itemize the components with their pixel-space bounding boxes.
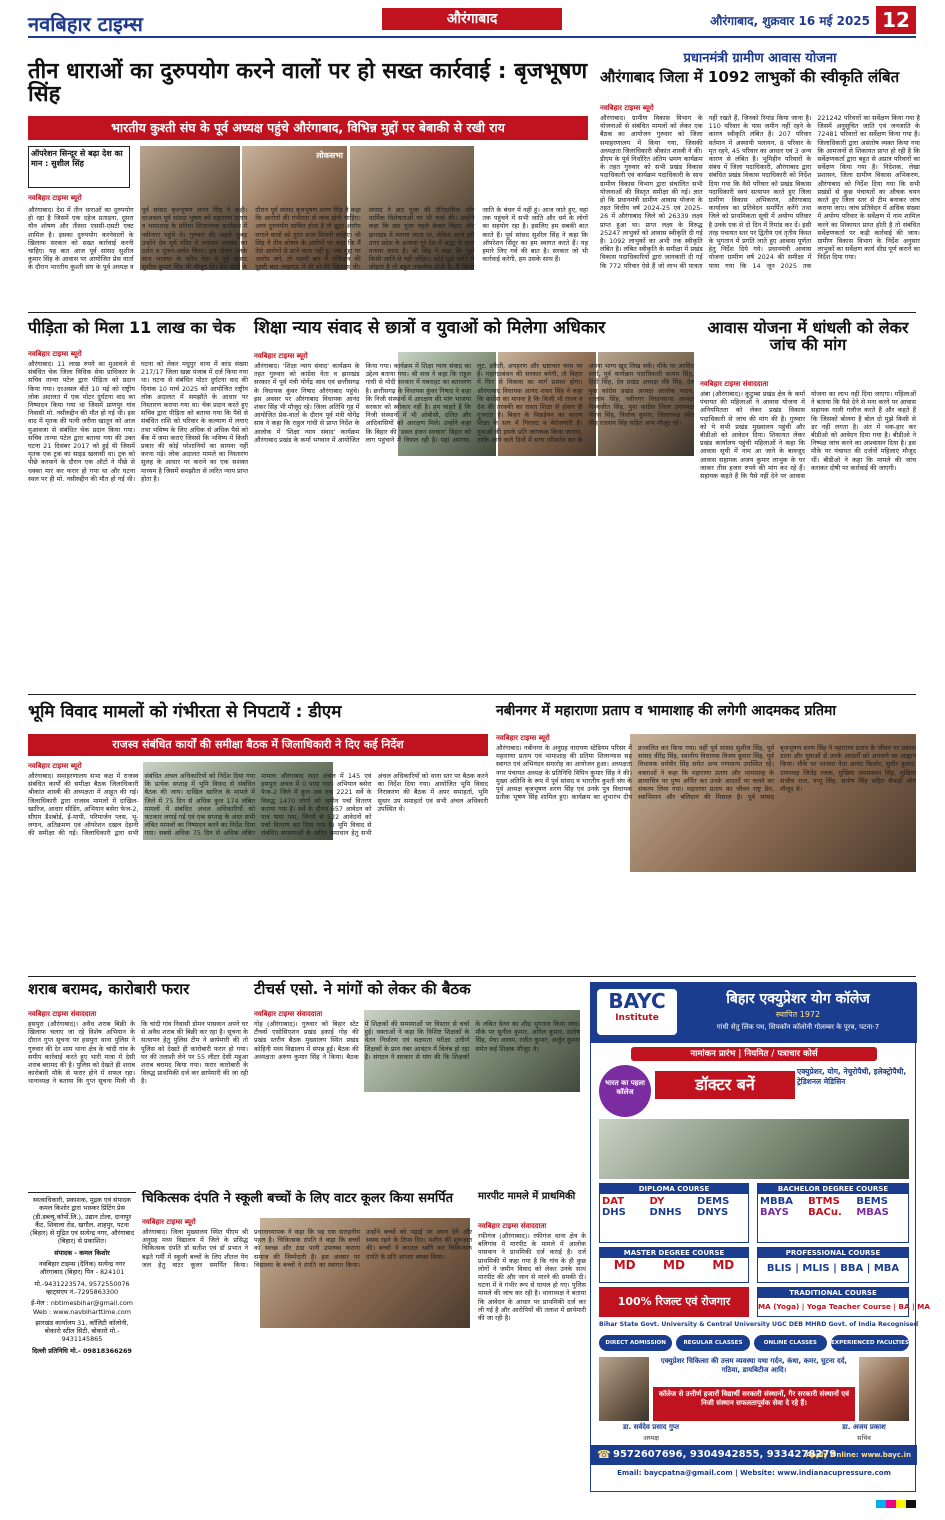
bhoomi-byline: नवबिहार टाइम्स ब्यूरो [28,762,82,770]
imprint-phones: मो.-9431223574, 9572550076 व्हाट्सएप नं.-7295863300 [34,1279,130,1296]
phone-icon: ☎ [597,1448,611,1461]
sharab-byline: नवबिहार टाइम्स संवाददाता [28,1010,97,1018]
imprint-web: Web : www.navbiharttime.com [32,1307,132,1316]
lead-subhead: भारतीय कुश्ती संघ के पूर्व अध्यक्ष पहुंचे औरंगाबाद, विभिन्न मुद्दों पर बेबाकी से रखी राय [28,116,588,140]
marpeet-body: रफीगंज (औरंगाबाद)। रफीगंज थाना क्षेत्र के बलिगांव में मारपीट के मामले में आलोक पासवान ने प्राथमिकी दर्ज कराई है। दर्ज प्राथमिकी में कहा गया है कि गांव के ही कुछ लोगों ने जमीन विवाद को लेकर उनके साथ मारपीट की और जान से मारने की धमकी दी। घटना में वे गंभीर रूप से घायल हो गए। पुलिस मामले की जांच कर रही है। थानाध्यक्ष ने बताया कि आवेदन के आधार पर प्राथमिकी दर्ज कर ली गई है और आरोपियों की तलाश में छापेमारी की जा रही है। [478,1232,586,1323]
bayc-advertisement [590,982,930,1492]
ad-person2-role: सचिव [857,1434,871,1442]
section-divider-2 [28,694,916,695]
ad-person2-name: डा. अजय प्रकाश [842,1423,886,1431]
imprint-office: झारखंड कार्यालय 31, कॉलिटी कॉलोनी, बोकारो स्टील सिटी, बोकारो मो.- 9431145865 [35,1318,129,1344]
ad-chips [599,1335,909,1351]
ad-diploma-item: DNYS [697,1207,729,1218]
ad-master-item: MD [712,1258,735,1272]
photo-tag: लोकसभा [316,151,343,160]
sharab-headline: शराब बरामद, कारोबारी फरार [28,980,190,998]
ad-person1-name: डा. सर्वदेव प्रसाद गुप्त [622,1423,680,1431]
cyan-mark [876,1500,886,1508]
ad-logo-sub: Institute [615,1013,659,1023]
ad-bachelor-item: BEMS [856,1196,888,1207]
ad-master-item: MD [613,1258,636,1272]
yellow-mark [896,1500,906,1508]
masthead [0,0,945,40]
imprint-delhi: दिल्ली प्रतिनिधि मो.- 09818366269 [32,1346,132,1355]
awas-body: औरंगाबाद। ग्रामीण विकास विभाग के योजनाओं से संबंधित मामलों को लेकर एक बैठक का आयोजन गुरुवार को जिला समाहरणालय में किया गया, जिसकी अध्यक्षता जिलाधिकारी श्रीकांत शास्त्री ने की। डीएम के पूर्व निर्धारित अंतिम भ्रमण कार्यक्रम के तहत गुरुवार को सभी प्रखंड विकास पदाधिकारी एवं कार्यक्रम पदाधिकारी के साथ ग्रामीण विकास विभाग द्वारा संचालित सभी योजनाओं की विस्तृत समीक्षा की गई। ज्ञात हो कि प्रधानमंत्री ग्रामीण आवास योजना के तहत वित्तीय वर्ष 2024-25 एवं 2025-26 में औरंगाबाद जिले को 26339 लक्ष्य प्राप्त हुआ था। प्राप्त लक्ष्य के विरुद्ध 25247 लाभुकों को आवास स्वीकृति दी गई है। 1092 लाभुकों का अभी तक स्वीकृति लंबित है। लंबित स्वीकृति के समीक्षा में प्रखंड विकास पदाधिकारियों द्वारा जानकारी दी गई कि 772 परिवार ऐसे हैं जो लाभ की पात्रता नहीं रखते हैं, जिनको रिमांड किया जाना है। 110 परिवार के पास जमीन नहीं रहने के कारण स्वीकृति लंबित है। 207 परिवार वर्तमान में अस्थायी पलायन, 8 परिवार के मृत रहने, 45 परिवार का आधार एवं 3 अन्य कारण से लंबित है। भूमिहीन परिवारों के संबंध में जिला पदाधिकारी, औरंगाबाद द्वारा संबंधित प्रखंड विकास पदाधिकारी को निर्देश दिया गया कि वैसे परिवार को प्रखंड विकास पदाधिकारी स्वयं सत्यापन करते हुए जिला ग्रामीण विकास अभिकरण, औरंगाबाद कार्यालय का प्रतिवेदन समर्पित करेंगे तथा जिले को प्राथमिकता सूची में अयोग्य परिवार है उनके एक से दो दिन में रिमांड कर दें। इसी तरह पंचायत स्तर पर द्वितीय एवं तृतीय किस्त के भुगतान में प्रगति लाते हुए आवास पूर्णता हेतु निर्देश दिये गये। प्रधानमंत्री आवास योजना ग्रामीण वर्ष 2024 की समीक्षा में पाया गया कि 14 जून 2025 तक 221242 परिवारों का सर्वेक्षण किया गया है जिसमें अनुसूचित जाति एवं जनजाति के 72481 परिवारों का सर्वेक्षण किया गया है। जिलाधिकारी द्वारा असंतोष व्यक्त किया गया कि आमजनों से शिकायत प्राप्त हो रही है कि सर्वेक्षणकर्ता द्वारा बहुत से अप्रात्र परिवारों का सर्वेक्षण किया गया है। निदेशक, लेखा प्रशासन, जिला ग्रामीण विकास अभिकरण, औरंगाबाद को निर्देश दिया गया कि सभी प्रखंडों से कुछ पंचायतों का औचक चयन करते हुए जिला स्तर से टीम बनाकर जांच कराया जाए। जांच प्रतिवेदन में अधिक संख्या में अयोग्य परिवार के सर्वेक्षण में नाम शामिल करने का शिकायत प्राप्त होती है तो संबंधित सर्वेक्षणकर्ता पर कड़ी कार्रवाई की जाय। ग्रामीण विकास विभाग के निर्देश अनुसार लाभुकों का सर्वेक्षण कार्य शीघ्र पूर्ण कराने का निर्देश दिया गया। [600,114,920,270]
imprint-box [28,1196,136,1496]
imprint-editor: संपादक - कमल किशोर [54,1248,110,1257]
ad-master-head: MASTER DEGREE COURSE [600,1248,748,1258]
pratima-byline: नवबिहार टाइम्स ब्यूरो [496,734,550,742]
ad-since: स्थापित 1972 [775,1010,821,1019]
ad-bachelor-head: BACHELOR DEGREE COURSE [758,1184,908,1194]
ad-promo2: कॉलेज से उत्तीर्ण हजारों विद्यार्थी सरकारी संस्थानों, गैर सरकारी संस्थानों एवं निजी संस्थान सफलतापूर्वक सेवा दे रहे हैं। [653,1387,855,1421]
peedita-body: औरंगाबाद। 11 लाख रुपये का मुआवजे से संबंधित चेक जिला विधिक सेवा प्राधिकार के सचिव तान्या पटेल द्वारा पीड़िता को प्रदान किया गया। दरअसल बीते 10 मई को राष्ट्रीय लोक अदालत में एक मोटर दुर्घटना वाद का निष्पादन किया गया था जिसमें प्राणपुर गांव निवासी मो. नसीरुद्दीन की मौत हो गई थी। इस वाद में मृतक की पत्नी जरीना खातून को आज मुआवजा से संबंधित चेक प्रदान किया गया। सचिव तान्या पटेल द्वारा बताया गया की उक्त घटना 21 दिसंबर 2017 को हुई थी जिसमें मृतक एक ट्रक का साइड खलासी था। ट्रक को पीछे करवाने के दौरान एक ऑटो ने पीछे से धक्का मार कर फरार हो गया था और घटना स्थल पर ही मो. नसीरुद्दीन की मौत हो गई थी। घटना को लेकर मधुपुर थाना में कांड संख्या 217/17 जिला खन्ना पंजाब में दर्ज किया गया था। घटना से संबंधित मोटर दुर्घटना वाद की दिनांक 10 मार्च 2025 को आयोजित राष्ट्रीय लोक अदालत में समझौते के आधार पर निस्तारण कराया गया था। चेक प्रदान करते हुए सचिव द्वारा पीड़िता को बताया गया कि पैसे से संबंधित राशि को परिवार के कल्याण में लगाएं तथा भविष्य के लिए अधिक से अधिक पैसे को बैंक में जमा कराएं जिससे कि भविष्य में किसी प्रकार की कोई परेशानियों का सामना नहीं करना पड़े। लोक अदालत मामले का निस्तारण सुलह के आधार पर कराने का एक सशक्त माध्यम है जिसमें समझौता से त्वरित न्याय प्राप्त होता है। [28,360,248,483]
ad-diploma-item: DAT [602,1196,625,1207]
ad-diploma-item: DY [649,1196,665,1207]
awas-jaanch-byline: नवबिहार टाइम्स संवाददाता [700,380,769,388]
lead-body: औरंगाबाद। देश में तीन धाराओं का दुरुपयोग हो रहा है जिसमें एक दहेज प्रताड़ना, दूसरा यौन शोषण और तीसरा एससी-एसटी एक्ट शामिल है। इसका दुरुपयोग करनेवालों के खिलाफ सरकार को सख्त कार्रवाई करनी चाहिए। यह बात आज पूर्व सांसद सुशील कुमार सिंह के आवास पर आयोजित प्रेस वार्ता के दौरान भारतीय कुश्ती संघ के पूर्व अध्यक्ष व पूर्व सांसद बृजभूषण शरण सिंह ने कही। दरअसल पूर्व सांसद भूषण को महाराणा प्रताप व भामाशाह के प्रतिमा शिलान्यास कार्यक्रम में नवीनगर पहुंचे थे। गुरुवार की अहले सुबह उन्होंने देव सूर्य मंदिर में भगवान भास्कर का दर्शन व पूजन-अर्चन किया। इस दौरान उनके साथ भाजपा के वरीय नेता व पूर्व सांसद सुशील कुमार सिंह भी मौजूद रहे। प्रेस वार्ता के दौरान पूर्व सांसद बृजभूषण शरण सिंह ने कहा कि आरोपों की गंभीरता से जांच होनी चाहिए। अगर दुरुपयोग साबित होता है तो झूठा आरोप लगाने वालों को तुरंत सजा मिलनी चाहिए। श्री सिंह ने तीन शोषण के आरोपों पर कहा कि मैं ऐसे आरोपों से डरने वाला नहीं हूं। जब मुद्दा पर आरोप लगे, तो पहली बार मैं संविधान की दूसरी बात लखनऊ में थी वो मेरे खिलाफ थी। सांसद ने छठ पूजा की ऐतिहासिक और धार्मिक विशेषताओं पर भी चर्चा की। उन्होंने कहा कि छठ पूजा पहले केवल बिहार और झारखंड में मनाया जाता था, लेकिन आज इसे उत्तर प्रदेश के अलावा पूरे देश में श्रद्धा के साथ मनाया जाता है। श्री सिंह ने कहा कि मुझे किसी जाति से नहीं जोड़िए। कोई मुझे जाति से जोड़ता है तो बहुत तकलीफ होती है। मैं किसी जाति के बंधन में नहीं हूं। आज जाते हुए, वहां तक पहुंचने में सभी जाति और धर्म के लोगों का सहयोग रहा है। इसलिए हम सबकी बात करते हैं। पूर्व सांसद सुशील सिंह ने कहा कि ऑपरेशन सिंदूर का हम स्वागत करते हैं। यह हमारे लिए गर्व की बात है। सरकार जो भी कार्रवाई करेगी, हम उसके साथ हैं। [28,206,588,272]
ad-master-section [599,1247,749,1283]
tiss-body: गोह (औरंगाबाद)। गुरुवार को बिहार स्टेट टीचर्स एसोसिएशन प्रखंड इकाई गोह की प्रखंड स्तरीय बैठक मुख्यालय स्थित प्रखंड कोहिनी मध्य विद्यालय में संपन्न हुई। बैठक की अध्यक्षता अरुण कुमार सिंह ने किया। बैठक में शिक्षकों की समस्याओं पर विस्तार से चर्चा हुई। वक्ताओं ने कहा कि विशिष्ट शिक्षकों के वेतन निर्धारण एवं सक्षमता परीक्षा उत्तीर्ण शिक्षकों के प्रान नंबर आवंटन में विलंब हो रहा है। संगठन ने सरकार से मांग की कि शिक्षकों के लंबित वेतन का शीघ्र भुगतान किया जाए। मौके पर सुनील कुमार, अनिल कुमार, संतोष सिंह, मेघा आलम, रंजीत कुमार, अर्जुन कुमार समेत कई शिक्षक मौजूद थे। [254,1020,580,1061]
ad-diploma-item: DEMS [697,1196,730,1207]
awas-jaanch-body: अंबा (औरंगाबाद)। कुटुम्बा प्रखंड क्षेत्र के कर्मा पंचायत की महिलाओं ने आवास योजना में अनियमितता को लेकर प्रखंड विकास पदाधिकारी से जांच की मांग की है। गुरुवार को ये सभी प्रखंड मुख्यालय पहुंची और बीडीओ को आवेदन दिया। शिकायत लेकर प्रखंड कार्यालय पहुंची महिलाओं ने कहा कि आवास सूची में नाम आ जाने के बावजूद आवास सहायक अजय कुमार लाभुक के घर जाकर तीस हजार रुपये की मांग कर रहे हैं। सहायक कहते हैं कि पैसे नहीं देने पर आवास योजना का लाभ नहीं दिया जाएगा। महिलाओं ने बताया कि पैसे देने से मना करने पर आवास सहायक गाली गलौज करते हैं और कहते हैं कि जिसको बोलना है बोल दो मुझे किसी से डर नहीं लगता है। अंत में थक-हार कर बीडीओ को आवेदन दिया गया है। बीडीओ ने निष्पक्ष जांच करने का आश्वासन दिया है। इस मौके पर पंचायत की दर्जनों महिलाएं मौजूद थीं। बीडीओ ने कहा कि मामले की जांच कराकर दोषी पर कार्रवाई की जाएगी। [700,390,916,481]
imprint-body: स्वत्वाधिकारी, प्रकाशक, मुद्रक एवं संपादक कमल किशोर द्वारा भास्कर प्रिंटिंग प्रेस (डी.डब्ल्यू.कॉर्पो.लि.), उद्यान टोला, दानापुर कैंट, शिवाला रोड, खगौल, शाहपुर, पटना (बिहार) से मुद्रित एवं सत्येन्द्र नगर, औरंगाबाद (बिहार) से प्रकाशित। [29,1196,135,1246]
ad-chip: EXPERIENCED FACULTIES [831,1335,909,1351]
ad-diploma-grid [600,1194,748,1220]
ad-chip: REGULAR CLASSES [676,1335,749,1351]
shiksha-body: औरंगाबाद। 'शिक्षा न्याय संवाद' कार्यक्रम के तहत गुरुवार को कांग्रेस नेता व झारखंड सरकार में पूर्व मंत्री योगेंद्र साव एवं छत्तीसगढ़ के विधायक कुंवर निषाद औरंगाबाद पहुंचे। इस अवसर पर औरंगाबाद विधायक आनंद शंकर सिंह भी मौजूद रहे। जिला अतिथि गृह में आयोजित प्रेस-वार्ता के दौरान पूर्व मंत्री योगेंद्र साव ने कहा कि राहुल गांधी से प्राप्त निर्देश के आलोक में 'शिक्षा न्याय संवाद' कार्यक्रम औरंगाबाद प्रखंड के कर्मा भगवान में आयोजित किया गया। कार्यक्रम में शिक्षा न्याय संवाद का उद्देश्य बताया गया। श्री साव ने कहा कि राहुल गांधी से मोदी सरकार में घबराहट का बतावरण है। छत्तीसगढ़ के विधायक कुंवर निषाद ने कहा कि निजी संस्थानों में आरक्षण की मांग भाजपा सरकार को स्वीकार नहीं है। हम चाहते हैं कि निजी संस्थानों में भी ओबीसी, दलित और आदिवासियों को आरक्षण मिले। उन्होंने कहा कि बिहार की 'डबल इंजन सरकार' बिहार को लाग पहुंचाने में विफल रही है। यहां अपराध, लूट, डकैती, अपहरण और भ्रष्टाचार चरम पर है। महागठबंधन की सरकार बनेगी, तो बिहार में फिर से विकास का मार्ग प्रशस्त होगा। औरंगाबाद विधायक आनंद शंकर सिंह ने कहा कि कांग्रेस का मानना है कि किसी भी राज्य व देश की तरक्की का रास्ता शिक्षा से होकर ही गुजरता है। बिहार के पिछड़ेपन का कारण शिक्षा के स्तर में गिरावट व बेरोजगारी है। युवाओं की इसके प्रति जागरूक किया जाएगा, ताकि आने वाले दिनों में सत्ता परिवर्तन कर के अपना भाग्य खुद लिख सकें। मौके पर अरविंद शर्मा, पूर्व कार्यक्रम पदाधिकारी सत्यम सिंह, हिंदी सिंह, देव प्रखंड अध्यक्ष रवि सिंह, देव युवा कांग्रेस प्रखंड अध्यक्ष आलोक यादव, रतलाम सिंह, नवीनगर विधानसभा अध्यक्ष विश्वजीत सिंह, युवा कांग्रेस जिला उपाध्यक्ष नीरज सिंह, त्रिलोक कुमार, जिलाध्यक्ष श्वेत सिंह रतलाम सिंह सहित अन्य मौजूद रहे। [254,362,694,444]
registration-marks [876,1500,916,1508]
awas-jaanch-headline: आवास योजना में धांधली को लेकर जांच की मांग [707,318,909,354]
ad-prof-head: PROFESSIONAL COURSE [758,1248,908,1258]
ad-bachelor-item: BAYS [760,1207,789,1218]
ad-bachelor-section [757,1183,909,1243]
lead-side-box: ऑपरेशन सिन्दूर से बढ़ा देश का मान : सुशील सिंह [28,146,130,188]
bhoomi-subhead: राजस्व संबंधित कार्यों की समीक्षा बैठक में जिलाधिकारी ने दिए कई निर्देश [28,734,488,756]
marpeet-headline: मारपीट मामले में प्राथमिकी [478,1191,576,1202]
doctor-headline: चिकित्सक दंपति ने स्कूली बच्चों के लिए वाटर कूलर किया समर्पित [142,1191,454,1206]
ad-email: Email: baycpatna@gmail.com | Website: www.indianacupressure.com [617,1469,891,1477]
imprint-rule [28,1192,136,1193]
bhoomi-headline: भूमि विवाद मामलों को गंभीरता से निपटायें : डीएम [28,702,342,722]
ad-bachelor-item: BTMS [808,1196,840,1207]
pratima-body: औरंगाबाद। नबीनगर के अनुग्रह नारायण स्टेडियम परिसर में महाराणा प्रताप एवं भामाशाह की प्रतिमा शिलान्यास सह स्वागत एवं अभिनंदन समारोह का आयोजन हुआ। अध्यक्षता नगर पंचायत अध्यक्ष के प्रतिनिधि विपिन कुमार सिंह ने की। मुख्य अतिथि के रूप में पूर्व सांसद व भारतीय कुश्ती संघ के पूर्व अध्यक्ष बृजभूषण शरण सिंह एवं उनके पुत्र विधायक प्रतीक भूषण सिंह शामिल हुए। कार्यक्रम का शुभारंभ दीप प्रज्वलित कर किया गया। वहीं पूर्व सांसद सुशील सिंह, पूर्व सांसद वीरेंद्र सिंह, स्थानीय विधायक विजय कुमार सिंह, पूर्व विधायक धर्मवीर सिंह समेत अन्य गणमान्य उपस्थित रहे। वक्ताओं ने कहा कि महाराणा प्रताप और भामाशाह के छायाचित्र पर पुष्प अर्पित कर उनके आदर्शों पर चलने का संकल्प लिया गया। महाराणा प्रताप का जीवन राष्ट्र प्रेम, स्वाभिमान और बलिदान की मिसाल है। पूर्व सांसद बृजभूषण शरण सिंह ने महाराणा प्रताप के जीवन पर प्रकाश डाला और युवाओं से उनके आदर्शों को अपनाने का आह्वान किया। मौके पर भाजपा नेता आनंद किशोर, सुधीर कुमार, उपाध्यक्ष जितेंद्र रजक, मुखिया जयप्रकाश सिंह, मुखिया संजीव राज, पप्पू सिंह, संतोष सिंह सहित सैकड़ों लोग मौजूद थे। [496,744,916,802]
section-label: औरंगाबाद [382,8,562,30]
ad-bachelor-item: MBAS [856,1207,889,1218]
ad-logo-text: BAYC [608,989,666,1013]
section-divider-3 [28,976,916,977]
ad-address: गांधी सेतु लिंक पथ, सिपकॉन कॉलोनी गोलम्बर के पूरब, पटना-7 [716,1023,880,1031]
awas-byline: नवबिहार टाइम्स ब्यूरो [600,104,654,112]
ad-chip: DIRECT ADMISSION [599,1335,672,1351]
ad-promo1: एक्युप्रेशर चिकित्सा की उत्तम व्यवस्था यथा गर्दन, कंधा, कमर, घुटना दर्द, गठिया, डायबिटीज आदि। [660,1357,848,1374]
ad-trad-list: MA (Yoga) | Yoga Teacher Course | BA | MA [758,1302,930,1311]
ad-prof-list: BLIS | MLIS | BBA | MBA [766,1263,900,1274]
ad-diploma-item: DNHS [649,1207,682,1218]
peedita-headline: पीड़िता को मिला 11 लाख का चेक [28,318,235,337]
paper-name: नवबिहार टाइम्स [28,12,143,36]
ad-trad-head: TRADITIONAL COURSE [758,1288,908,1298]
ad-apply: Apply Online: www.bayc.in [805,1451,911,1459]
awas-headline: औरंगाबाद जिला में 1092 लाभुकों की स्वीकृति लंबित [600,68,900,86]
ad-professional-section [757,1247,909,1283]
magenta-mark [886,1500,896,1508]
ad-person1-role: अध्यक्ष [643,1434,659,1442]
doctor-body: औरंगाबाद। जिला मुख्यालय स्थित पीएम श्री अनुग्रह मध्य विद्यालय में जिले के प्रसिद्ध चिकित्सक दंपति डॉ सतीश एवं डॉ प्रभात ने बढ़ते गर्मी में स्कूली बच्चों के लिए शीतल पेय जल हेतु वाटर कूलर समर्पित किया। प्रधानाध्यापक ने कहा कि यह एक सराहनीय पहल है। चिकित्सक दंपति ने कहा कि बच्चों को स्वच्छ और ठंडा पानी उपलब्ध कराना समाज की जिम्मेदारी है। इस अवसर पर विद्यालय के बच्चों ने दंपति का स्वागत किया। उन्होंने बच्चों को पढ़ाई पर ध्यान देने और स्वस्थ रहने के टिप्स दिए। मशीन की शुरुआत की। बच्चों ने करतल ध्वनि कर चिकित्सक दंपति के प्रति आभार व्यक्त किया। [142,1228,472,1269]
ad-phone: 9572607696, 9304942855, 9334278279 [613,1449,837,1460]
ad-badge: भारत का पहला कॉलेज [599,1065,651,1117]
black-mark [906,1500,916,1508]
ad-bachelor-item: BACu. [808,1207,842,1218]
ad-master-row [600,1258,748,1272]
ad-therapies: एक्युप्रेशर, योग, नेचुरोपैथी, इलेक्ट्रोपैथी, ट्रेडिशनल मेडिसिन [797,1067,907,1086]
ad-doctor-cta: डॉक्टर बनें [655,1071,795,1099]
ad-placement: 100% रिजल्ट एवं रोजगार [599,1287,749,1317]
ad-bachelor-grid [758,1194,908,1220]
awas-kicker: प्रधानमंत्री ग्रामीण आवास योजना [683,51,837,66]
ad-diploma-item: DHS [602,1207,626,1218]
dateline: औरंगाबाद, शुक्रवार 16 मई 2025 [710,14,870,28]
ad-traditional-section [757,1287,930,1317]
sharab-body: हसपुरा (औरंगाबाद)। अवैध शराब बिक्री के खिलाफ चलाए जा रहे विशेष अभियान के दौरान गुप्त सूचना पर हसपुरा थाना पुलिस ने गुरुवार की देर शाम थाना क्षेत्र के चांदी गांव के समीप कार्रवाई करते हुए भारी मात्रा में देसी शराब बरामद की है। पुलिस को देखते ही शराब कारोबारी मौके से फरार होने में सफल रहा। थानाध्यक्ष ने बताया कि गुप्त सूचना मिली थी कि चांदी गांव निवासी डोमन पासवान अपने घर से अवैध शराब की बिक्री कर रहा है। सूचना के सत्यापन हेतु पुलिस टीम ने छापेमारी की तो पुलिस को देखते ही कारोबारी फरार हो गया। घर की तलाशी लेने पर 55 लीटर देसी महुआ शराब बरामद किया गया। फरार कारोबारी के विरुद्ध प्राथमिकी दर्ज कर छापेमारी की जा रही है। [28,1020,248,1086]
bhoomi-body: औरंगाबाद। समाहरणालय सभा कक्ष में राजस्व संबंधित कार्यों की समीक्षा बैठक जिलाधिकारी श्रीकांत शास्त्री की अध्यक्षता में आहूत की गई। जिलाधिकारी द्वारा राजस्व मामलों में दाखिल-खारिज, आधार सीडिंग, अभियान बसेरा फेज-2, सीएम डैशबोर्ड, ई-मापी, परिमार्जन प्लस, भू-लगान, अतिक्रमण एवं ऑपरेशन दखल देहानी की समीक्षा की गई। जिलाधिकारी द्वारा सभी संबंधित अंचल अधिकारियों को निर्देश दिया गया कि प्रत्येक सप्ताह में भूमि विवाद से संबंधित बैठक की जाय। दाखिल खारिज के मामले में जिले में 75 दिन से अधिक कुल 174 लंबित मामलों में संबंधित अंचल अधिकारियों को फटकार लगाई गई एवं एक सप्ताह के अंदर सभी लंबित मामलों का निष्पादन करने का निर्देश दिया गया। सबसे अधिक 75 दिन से अधिक लंबित मामला औरंगाबाद सदर अंचल में 145 एवं हसपुरा अंचल में 0 पाया गया। अभियान बसेरा फेज-2 जिले में कुल अब तक 2221 सर्वे के विरुद्ध 1470 लोगों को जमीन पर्चा वितरण कराया गया है। सर्वे के दौरान 657 आवेदन को पात्र पाया गया, जिनमें से 522 आवेदनों को पर्चा वितरण कर दिया गया है। भूमि विवाद से संबंधित समस्याओं के त्वरित समाधान हेतु सभी अंचल अधिकारियों को थाना स्तर पर बैठक करने का निर्देश दिया गया। आयोजित भूमि विवाद निराकरण की बैठक में अपर समाहर्ता, भूमि सुधार उप समाहर्ता एवं सभी अंचल अधिकारी उपस्थित थे। [28,772,488,838]
shiksha-headline: शिक्षा न्याय संवाद से छात्रों व युवाओं को मिलेगा अधिकार [254,318,606,338]
pratima-headline: नबीनगर में महाराणा प्रताप व भामाशाह की लगेगी आदमकद प्रतिमा [496,703,837,719]
peedita-byline: नवबिहार टाइम्स ब्यूरो [28,350,82,358]
imprint-address: नवबिहार टाइम्स (दैनिक) सत्येन्द्र नगर औरंगाबाद (बिहार) पिन - 824101 [38,1260,126,1277]
imprint-email: ई-मेल : nbtimesbihar@gmail.com [31,1299,133,1308]
ad-campus-photo [599,1119,909,1179]
ad-header [591,983,917,1043]
ad-person2-photo [859,1357,909,1421]
tiss-headline: टीचर्स एसो. ने मांगों को लेकर की बैठक [254,980,471,998]
ad-phone-bar [591,1445,917,1465]
marpeet-byline: नवबिहार टाइम्स संवाददाता [478,1222,547,1230]
section-divider-1 [28,312,916,313]
ad-chip: ONLINE CLASSES [754,1335,827,1351]
lead-headline: तीन धाराओं का दुरुपयोग करने वालों पर हो सख्त कार्रवाई : बृजभूषण सिंह [28,59,588,108]
ad-master-item: MD [663,1258,685,1272]
masthead-rule [28,36,916,38]
tiss-byline: नवबिहार टाइम्स संवाददाता [254,1010,323,1018]
ad-title: बिहार एक्युप्रेशर योग कॉलेज [726,991,870,1007]
page-number: 12 [876,6,916,34]
ad-diploma-section [599,1183,749,1243]
ad-affiliation: Bihar State Govt. University & Central University UGC DEB MHRD Govt. of India Recognised [599,1321,919,1328]
ad-bachelor-item: MBBA [760,1196,793,1207]
doctor-byline: नवबिहार टाइम्स ब्यूरो [142,1218,196,1226]
ad-admission: नामांकन प्रारंभ | नियमित / पत्राचार कोर्स [631,1047,877,1061]
ad-person1-photo [599,1357,649,1421]
shiksha-byline: नवबिहार टाइम्स ब्यूरो [254,352,308,360]
ad-diploma-head: DIPLOMA COURSE [600,1184,748,1194]
ad-logo [597,989,677,1035]
lead-byline: नवबिहार टाइम्स ब्यूरो [28,194,82,202]
